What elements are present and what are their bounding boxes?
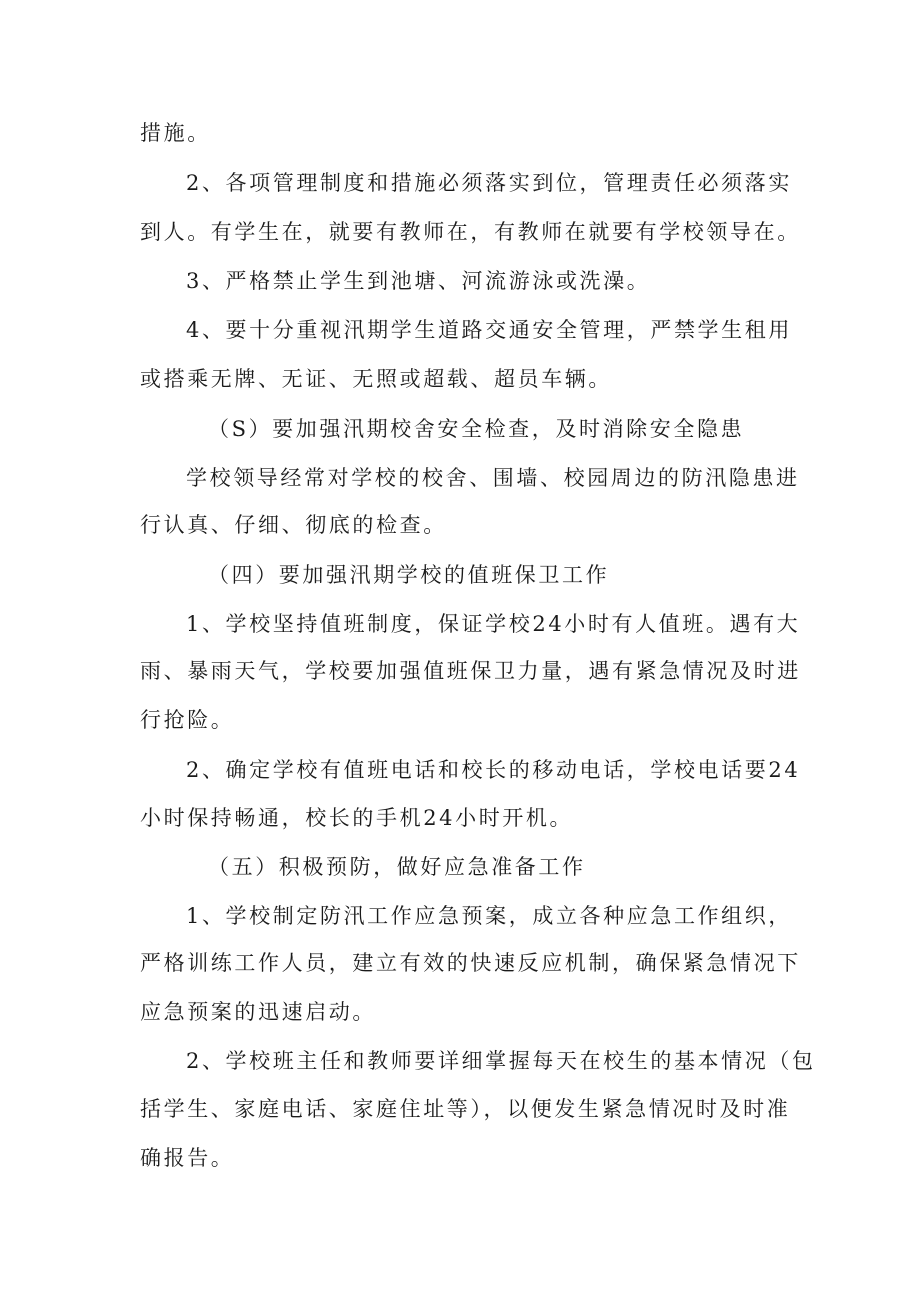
section-heading: （四）要加强汛期学校的值班保卫工作 [208,563,610,587]
text-line: 到人。有学生在，就要有教师在，有教师在就要有学校领导在。 [140,220,801,244]
text-line: 2、各项管理制度和措施必须落实到位，管理责任必须落实 [186,171,792,195]
text-line: 1、学校制定防汛工作应急预案，成立各种应急工作组织， [186,904,792,928]
section-heading: （五）积极预防，做好应急准备工作 [208,855,586,879]
text-line: 行认真、仔细、彻底的检查。 [140,513,447,537]
text-line: 措施。 [140,121,211,145]
text-line: 行抢险。 [140,708,235,732]
text-line: 2、学校班主任和教师要详细掌握每天在校生的基本情况（包 [186,1049,816,1073]
text-line: 确报告。 [140,1146,235,1170]
text-line: 严格训练工作人员，建立有效的快速反应机制，确保紧急情况下 [140,951,801,975]
text-line: 3、严格禁止学生到池塘、河流游泳或洗澡。 [186,269,651,293]
text-line: 括学生、家庭电话、家庭住址等），以便发生紧急情况时及时准 [140,1097,791,1121]
text-line: 2、确定学校有值班电话和校长的移动电话，学校电话要24 [186,758,801,782]
text-line: 应急预案的迅速启动。 [140,1000,376,1024]
text-line: 1、学校坚持值班制度，保证学校24小时有人值班。遇有大 [186,612,801,636]
text-line: 4、要十分重视汛期学生道路交通安全管理，严禁学生租用 [186,318,792,342]
section-heading: （S）要加强汛期校舍安全检查，及时消除安全隐患 [208,417,745,441]
text-line: 或搭乘无牌、无证、无照或超载、超员车辆。 [140,367,612,391]
text-line: 雨、暴雨天气，学校要加强值班保卫力量，遇有紧急情况及时进 [140,659,801,683]
text-line: 学校领导经常对学校的校舍、围墙、校园周边的防汛隐患进 [186,466,800,490]
text-line: 小时保持畅通，校长的手机24小时开机。 [140,806,574,830]
